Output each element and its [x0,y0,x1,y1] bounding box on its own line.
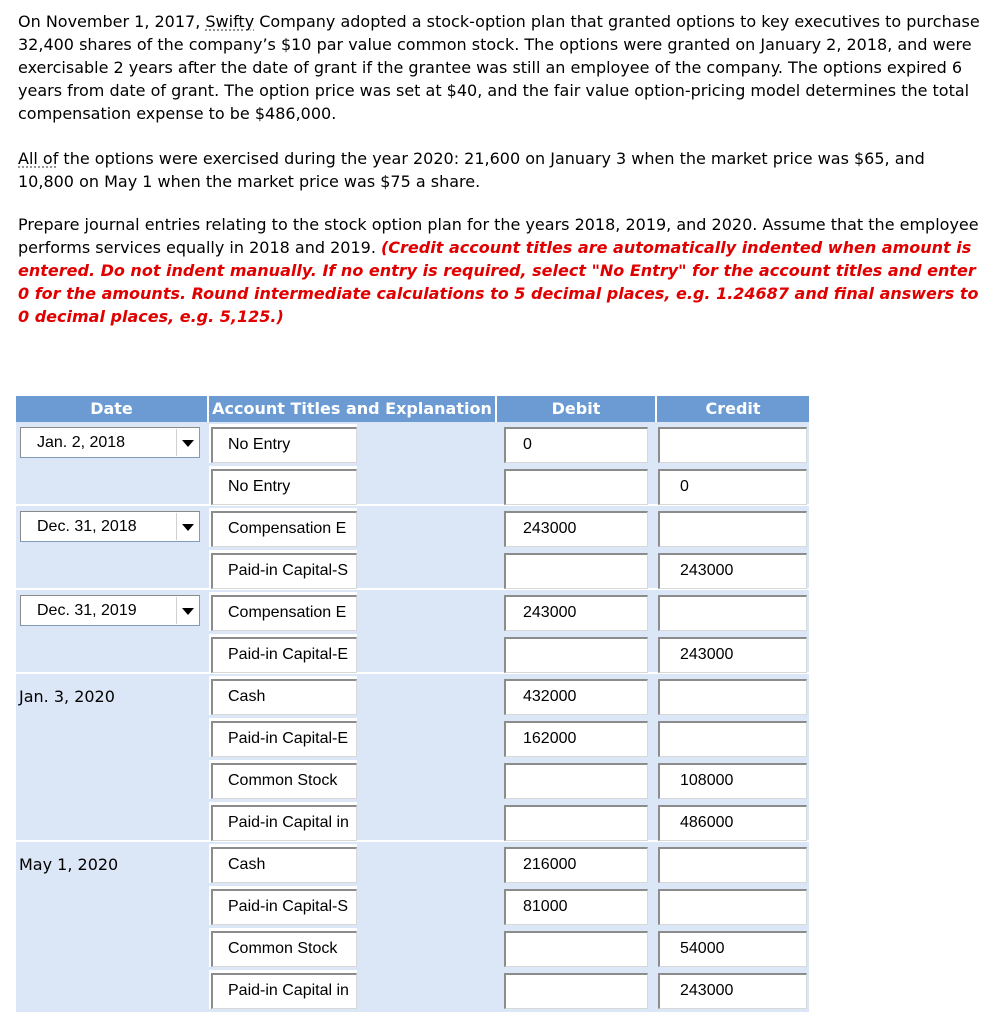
problem-paragraph-2: All of the options were exercised during the year 2020: 21,600 on January 3 when the market price was $65, and 10,800 on May 1 when the market price was $75 a share. [18,149,925,191]
credit-field[interactable] [658,889,807,925]
debit-field[interactable]: 216000 [504,847,648,883]
account-title-field[interactable]: Paid-in Capital-S [211,553,357,589]
credit-field[interactable]: 243000 [658,553,807,589]
dropdown-button[interactable] [176,429,198,456]
credit-field[interactable]: 0 [658,469,807,505]
account-title-field[interactable]: Paid-in Capital in [211,805,357,841]
credit-field[interactable] [658,511,807,547]
account-title-field[interactable]: Compensation E [211,511,357,547]
problem-statement [18,10,980,348]
debit-field[interactable] [504,763,648,799]
account-title-field[interactable]: Compensation E [211,595,357,631]
debit-field[interactable]: 243000 [504,595,648,631]
journal-entry-table [16,396,809,1012]
credit-field[interactable]: 54000 [658,931,807,967]
account-title-field[interactable]: Paid-in Capital-E [211,721,357,757]
date-jan-3-2020: Jan. 3, 2020 [19,687,115,706]
credit-field[interactable] [658,721,807,757]
debit-field[interactable] [504,805,648,841]
credit-field[interactable] [658,847,807,883]
date-select-dec-31-2018[interactable]: Dec. 31, 2018 [20,511,200,542]
debit-field[interactable]: 81000 [504,889,648,925]
debit-field[interactable] [504,637,648,673]
account-title-field[interactable]: Common Stock [211,931,357,967]
debit-field[interactable] [504,973,648,1009]
header-account: Account Titles and Explanation [209,396,495,422]
date-may-1-2020: May 1, 2020 [19,855,119,874]
credit-field[interactable]: 108000 [658,763,807,799]
problem-paragraph-1: On November 1, 2017, Swifty Company adopted a stock-option plan that granted options to key executives to purchase 32,400 shares of the company’s $10 par value common stock. The options were granted on January 2, 2018, and were exercisable 2 years after the date of grant if the grantee was still an employee of the company. The options expired 6 years from date of grant. The option price was set at $40, and the fair value option-pricing model determines the total compensation expense to be $486,000. [18,12,980,123]
debit-field[interactable]: 243000 [504,511,648,547]
dropdown-arrow-icon [182,608,194,615]
dropdown-button[interactable] [176,597,198,624]
header-credit: Credit [657,396,809,422]
dropdown-arrow-icon [182,440,194,447]
dropdown-button[interactable] [176,513,198,540]
debit-field[interactable]: 432000 [504,679,648,715]
debit-field[interactable] [504,931,648,967]
instructions: (Credit account titles are automatically indented when amount is entered. Do not indent manually. If no entry is required, select "No Entry" for the account titles and enter 0 for the amounts. Round intermediate calculations to 5 decimal places, e.g. 1.24687 and final answers to 0 decimal places, e.g. 5,125.) [18,238,979,326]
account-title-field[interactable]: No Entry [211,469,357,505]
header-date: Date [16,396,207,422]
account-title-field[interactable]: No Entry [211,427,357,463]
account-title-field[interactable]: Paid-in Capital in [211,973,357,1009]
account-title-field[interactable]: Cash [211,679,357,715]
credit-field[interactable] [658,427,807,463]
debit-field[interactable]: 162000 [504,721,648,757]
problem-paragraph-3: Prepare journal entries relating to the stock option plan for the years 2018, 2019, and 2020. Assume that the employee performs services equally in 2018 and 2019. (Credit account titles are automatically indented when amount is entered. Do not indent manually. If no entry is required, select "No Entry" for the account titles and enter 0 for the amounts. Round intermediate calculations to 5 decimal places, e.g. 1.24687 and final answers to 0 decimal places, e.g. 5,125.) [18,215,979,326]
credit-field[interactable]: 486000 [658,805,807,841]
account-title-field[interactable]: Common Stock [211,763,357,799]
header-debit: Debit [497,396,655,422]
credit-field[interactable] [658,595,807,631]
account-title-field[interactable]: Cash [211,847,357,883]
company-name: Swifty [205,12,255,31]
credit-field[interactable]: 243000 [658,973,807,1009]
date-select-jan-2-2018[interactable]: Jan. 2, 2018 [20,427,200,458]
date-select-dec-31-2019[interactable]: Dec. 31, 2019 [20,595,200,626]
debit-field[interactable] [504,469,648,505]
account-title-field[interactable]: Paid-in Capital-E [211,637,357,673]
credit-field[interactable] [658,679,807,715]
credit-field[interactable]: 243000 [658,637,807,673]
account-title-field[interactable]: Paid-in Capital-S [211,889,357,925]
debit-field[interactable]: 0 [504,427,648,463]
debit-field[interactable] [504,553,648,589]
dropdown-arrow-icon [182,524,194,531]
